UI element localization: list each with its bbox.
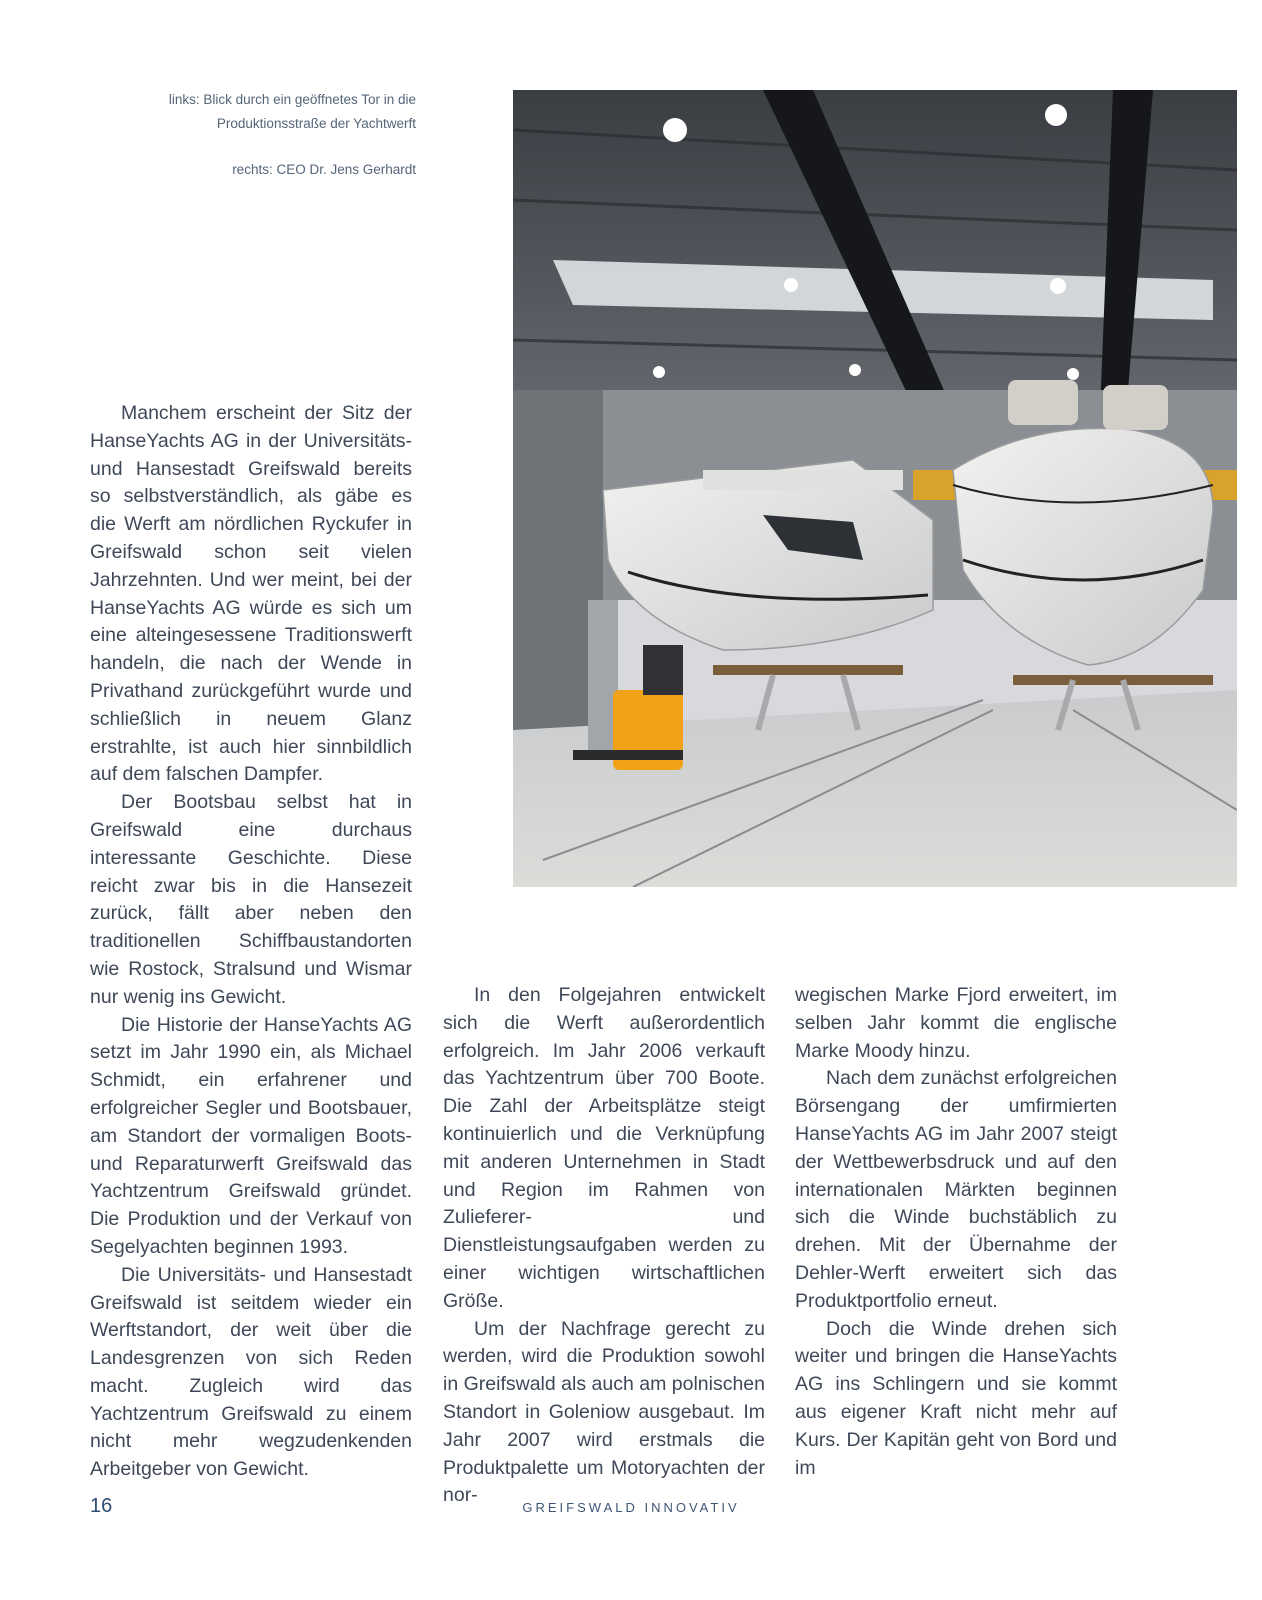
col2-paragraph-2: Um der Nachfrage gerecht zu werden, wird die Produktion sowohl in Greifswald als auch am polnischen Standort in Goleniow ausgebaut. Im Jahr 2007 wird erstmals die Produktpalette um Motoryachten der nor- <box>443 1317 765 1507</box>
caption-left-line1: links: Blick durch ein geöffnetes Tor in die <box>168 92 416 107</box>
forklift <box>573 600 683 770</box>
photo-caption-left <box>88 88 416 136</box>
col3-paragraph-3: Doch die Winde drehen sich weiter und bringen die HanseYachts AG ins Schlingern und sie kommt aus eigener Kraft nicht mehr auf Kurs. Der Kapitän geht von Bord und im <box>795 1317 1117 1479</box>
col3-paragraph-1: wegischen Marke Fjord erweitert, im selben Jahr kommt die englische Marke Moody hinzu. <box>795 984 1117 1062</box>
col1-paragraph-1: Manchem erscheint der Sitz der HanseYachts AG in der Universitäts- und Hansestadt Greifswald bereits so selbstverständlich, als gäbe es die Werft am nördlichen Ryckufer in Greifswald schon seit vielen Jahrzehnten. Und wer meint, bei der HanseYachts AG würde es sich um eine alteingesessene Traditionswerft handeln, die nach der Wende in Privathand zurückgeführt wurde und schließlich in neuem Glanz erstrahlte, ist auch hier sinnbildlich auf dem falschen Dampfer. <box>90 402 412 786</box>
col1-paragraph-4: Die Universitäts- und Hansestadt Greifswald ist seitdem wieder ein Werftstandort, der weit über die Landesgrenzen von sich Reden macht. Zugleich wird das Yachtzentrum Greifswald zu einem nicht mehr wegzudenkenden Arbeitgeber von Gewicht. <box>90 1263 412 1481</box>
photo-caption-right: rechts: CEO Dr. Jens Gerhardt <box>232 162 416 177</box>
yacht-left <box>603 460 933 650</box>
caption-left-line2: Produktionsstraße der Yachtwerft <box>216 116 416 131</box>
article-column-3 <box>795 982 1117 1482</box>
col1-paragraph-2: Der Bootsbau selbst hat in Greifswald eine durchaus interessante Geschichte. Diese reicht zwar bis in die Hansezeit zurück, fällt aber neben den traditionellen Schiffbaustandorten wie Rostock, Stralsund und Wismar nur wenig ins Gewicht. <box>90 791 412 1008</box>
article-column-1 <box>90 400 412 1484</box>
col3-paragraph-2: Nach dem zunächst erfolgreichen Börsengang der umfirmierten HanseYachts AG im Jahr 2007 steigt der Wettbewerbsdruck und auf den internationalen Märkten beginnen sich die Winde buchstäblich zu drehen. Mit der Übernahme der Dehler-Werft erweitert sich das Produktportfolio erneut. <box>795 1067 1117 1312</box>
col1-paragraph-3: Die Historie der HanseYachts AG setzt im Jahr 1990 ein, als Michael Schmidt, ein erfahrener und erfolgreicher Segler und Bootsbauer, am Standort der vormaligen Boots- und Reparaturwerft Greifswald das Yachtzentrum Greifswald gründet. Die Produktion und der Verkauf von Segelyachten beginnen 1993. <box>90 1013 412 1258</box>
col2-paragraph-1: In den Folgejahren entwickelt sich die Werft außerordentlich erfolgreich. Im Jahr 2006 verkauft das Yachtzentrum über 700 Boote. Die Zahl der Arbeitsplätze steigt kontinuierlich und die Verknüpfung mit anderen Unternehmen in Stadt und Region im Rahmen von Zulieferer- und Dienstleistungsaufgaben werden zu einer wichtigen wirtschaftlichen Größe. <box>443 984 765 1312</box>
shipyard-photo <box>513 90 1237 887</box>
article-column-2 <box>443 982 765 1510</box>
page-number: 16 <box>90 1495 113 1517</box>
shipyard-illustration <box>513 90 1237 887</box>
running-title: GREIFSWALD INNOVATIV <box>522 1500 740 1515</box>
